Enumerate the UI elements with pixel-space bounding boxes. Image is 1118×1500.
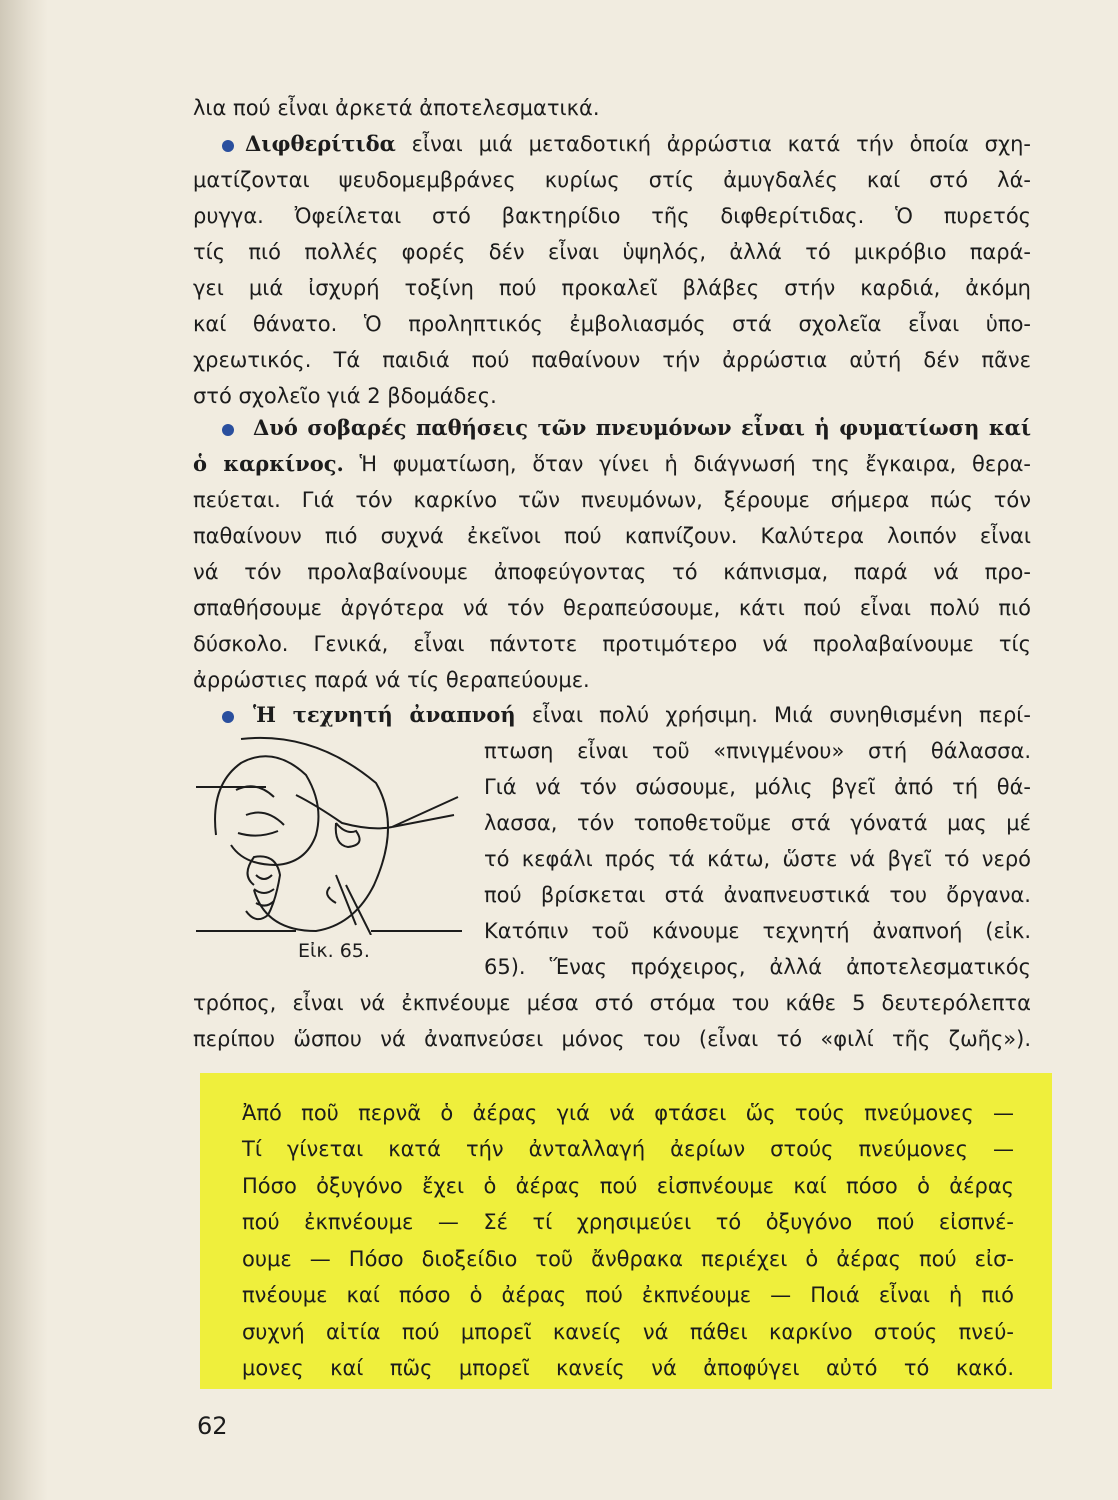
- text-line: χρεωτικός. Τά παιδιά πού παθαίνουν τήν ἀρρώστια αὐτή δέν πᾶνε: [193, 348, 1031, 372]
- text-line: ρυγγα. Ὀφείλεται στό βακτηρίδιο τῆς διφθερίτιδας. Ὁ πυρετός: [193, 204, 1031, 228]
- text-line: καί θάνατο. Ὁ προληπτικός ἐμβολιασμός στά σχολεῖα εἶναι ὑπο-: [193, 312, 1031, 336]
- text-line: περίπου ὥσπου νά ἀναπνεύσει μόνος του (εἶναι τό «φιλί τῆς ζωῆς»).: [193, 1027, 1031, 1051]
- text-line: λια πού εἶναι ἀρκετά ἀποτελεσματικά.: [193, 96, 600, 120]
- text-line: πεύεται. Γιά τόν καρκίνο τῶν πνευμόνων, ξέρουμε σήμερα πώς τόν: [193, 488, 1031, 512]
- text-line: τρόπος, εἶναι νά ἐκπνέουμε μέσα στό στόμα του κάθε 5 δευτερόλεπτα: [193, 991, 1031, 1015]
- question-line: πνέουμε καί πόσο ὁ ἀέρας πού ἐκπνέουμε — Ποιά εἶναι ἡ πιό: [242, 1283, 1014, 1307]
- question-line: Τί γίνεται κατά τήν ἀνταλλαγή ἀερίων στούς πνεύμονες —: [242, 1137, 1014, 1161]
- page-number: 62: [197, 1412, 228, 1440]
- text-line: παθαίνουν πιό συχνά ἐκεῖνοι πού καπνίζουν. Καλύτερα λοιπόν εἶναι: [193, 524, 1031, 548]
- text-line: σπαθήσουμε ἀργότερα νά τόν θεραπεύσουμε, κάτι πού εἶναι πολύ πιό: [193, 596, 1031, 620]
- text-line: ὁ καρκίνος. Ἡ φυματίωση, ὅταν γίνει ἡ διάγνωσή της ἔγκαιρα, θερα-: [193, 451, 1031, 476]
- text-line: Διφθερίτιδα εἶναι μιά μεταδοτική ἀρρώστια κατά τήν ὁποία σχη-: [245, 131, 1031, 156]
- review-questions-box: [200, 1073, 1052, 1389]
- text-line: Ἡ τεχνητή ἀναπνοή εἶναι πολύ χρήσιμη. Μιά συνηθισμένη περί-: [253, 702, 1031, 727]
- question-line: Ἀπό ποῦ περνᾶ ὁ ἀέρας γιά νά φτάσει ὥς τούς πνεύμονες —: [242, 1101, 1014, 1125]
- text-line: ματίζονται ψευδομεμβράνες κυρίως στίς ἀμυγδαλές καί στό λά-: [193, 168, 1031, 192]
- text-line: νά τόν προλαβαίνουμε ἀποφεύγοντας τό κάπνισμα, παρά νά προ-: [193, 560, 1031, 584]
- text-line: [193, 410, 1031, 446]
- question-line: πού ἐκπνέουμε — Σέ τί χρησιμεύει τό ὀξυγόνο πού εἰσπνέ-: [242, 1210, 1014, 1234]
- text-line: πτωση εἶναι τοῦ «πνιγμένου» στή θάλασσα.: [484, 739, 1031, 763]
- term-lung-diseases: Δυό σοβαρές παθήσεις τῶν πνευμόνων εἶναι ἡ φυματίωση καί: [253, 415, 1031, 440]
- text-line: τίς πιό πολλές φορές δέν εἶναι ὑψηλός, ἀλλά τό μικρόβιο παρά-: [193, 240, 1031, 264]
- question-line: Πόσο ὀξυγόνο ἔχει ὁ ἀέρας πού εἰσπνέουμε καί πόσο ὁ ἀέρας: [242, 1174, 1014, 1198]
- text-line: Γιά νά τόν σώσουμε, μόλις βγεῖ ἀπό τή θά-: [484, 775, 1031, 799]
- text-line: γει μιά ἰσχυρή τοξίνη πού προκαλεῖ βλάβες στήν καρδιά, ἀκόμη: [193, 276, 1031, 300]
- question-line: συχνή αἰτία πού μπορεῖ κανείς νά πάθει καρκίνο στούς πνεύ-: [242, 1320, 1014, 1344]
- page-binding-shadow: [0, 0, 48, 1500]
- term-artificial-respiration: Ἡ τεχνητή ἀναπνοή: [253, 702, 516, 727]
- text-line: πού βρίσκεται στά ἀναπνευστικά του ὄργανα.: [484, 883, 1031, 907]
- text-line: δύσκολο. Γενικά, εἶναι πάντοτε προτιμότερο νά προλαβαίνουμε τίς: [193, 632, 1031, 656]
- text-line: στό σχολεῖο γιά 2 βδομάδες.: [193, 384, 497, 408]
- term-cancer: ὁ καρκίνος.: [193, 451, 344, 476]
- question-line: μονες καί πῶς μπορεῖ κανείς νά ἀποφύγει αὐτό τό κακό.: [242, 1356, 1014, 1380]
- term-diphtheria: Διφθερίτιδα: [245, 131, 396, 156]
- text-line: ἀρρώστιες παρά νά τίς θεραπεύουμε.: [193, 668, 590, 692]
- question-line: ουμε — Πόσο διοξείδιο τοῦ ἄνθρακα περιέχει ὁ ἀέρας πού εἰσ-: [242, 1247, 1014, 1271]
- text-line: τό κεφάλι πρός τά κάτω, ὥστε νά βγεῖ τό νερό: [484, 847, 1031, 871]
- text-line: λασσα, τόν τοποθετοῦμε στά γόνατά μας μέ: [484, 811, 1031, 835]
- figure-caption: Εἰκ. 65.: [298, 940, 370, 962]
- artificial-respiration-illustration: [196, 735, 464, 935]
- text-line: 65). Ἕνας πρόχειρος, ἀλλά ἀποτελεσματικός: [484, 955, 1031, 979]
- text-line: Κατόπιν τοῦ κάνουμε τεχνητή ἀναπνοή (εἰκ.: [484, 919, 1031, 943]
